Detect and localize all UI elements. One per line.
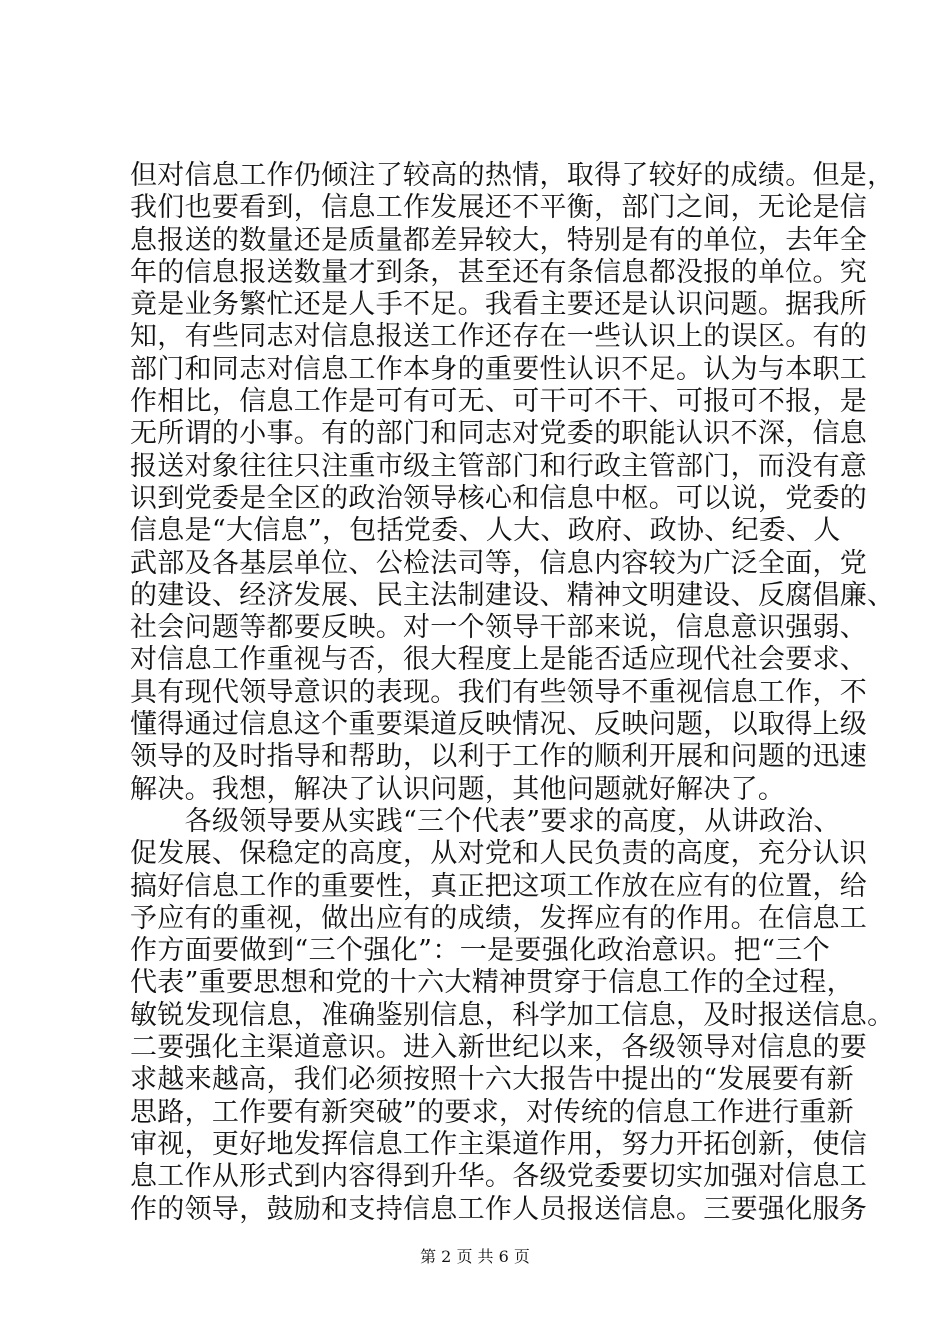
- text-line: 武部及各基层单位、公检法司等，信息内容较为广泛全面，党: [130, 547, 868, 579]
- text-line: 解决。我想，解决了认识问题，其他问题就好解决了。: [130, 773, 786, 805]
- text-line: 作方面要做到“三个强化”：一是要强化政治意识。把“三个: [130, 935, 830, 967]
- text-line: 作相比，信息工作是可有可无、可干可不干、可报可不报，是: [130, 386, 868, 418]
- text-line: 息工作从形式到内容得到升华。各级党委要切实加强对信息工: [130, 1161, 868, 1193]
- text-line: 无所谓的小事。有的部门和同志对党委的职能认识不深，信息: [130, 418, 868, 450]
- text-line: 促发展、保稳定的高度，从对党和人民负责的高度，充分认识: [130, 838, 868, 870]
- text-line: 年的信息报送数量才到条，甚至还有条信息都没报的单位。究: [130, 256, 868, 288]
- text-line: 知，有些同志对信息报送工作还存在一些认识上的误区。有的: [130, 321, 868, 353]
- text-line: 二要强化主渠道意识。进入新世纪以来，各级领导对信息的要: [130, 1032, 868, 1064]
- text-line: 的建设、经济发展、民主法制建设、精神文明建设、反腐倡廉、: [130, 579, 895, 611]
- text-line: 领导的及时指导和帮助，以利于工作的顺利开展和问题的迅速: [130, 741, 868, 773]
- text-line: 审视，更好地发挥信息工作主渠道作用，努力开拓创新，使信: [130, 1128, 868, 1160]
- text-line: 息报送的数量还是质量都差异较大，特别是有的单位，去年全: [130, 224, 868, 256]
- text-line: 求越来越高，我们必须按照十六大报告中提出的“发展要有新: [130, 1064, 854, 1096]
- body-text: [130, 160, 895, 1226]
- text-line: 部门和同志对信息工作本身的重要性认识不足。认为与本职工: [130, 353, 868, 385]
- text-line: 代表”重要思想和党的十六大精神贯穿于信息工作的全过程，: [130, 967, 854, 999]
- text-line: 思路，工作要有新突破”的要求，对传统的信息工作进行重新: [130, 1096, 854, 1128]
- text-line: 予应有的重视，做出应有的成绩，发挥应有的作用。在信息工: [130, 902, 868, 934]
- text-line: 搞好信息工作的重要性，真正把这项工作放在应有的位置，给: [130, 870, 868, 902]
- text-line: 识到党委是全区的政治领导核心和信息中枢。可以说，党委的: [130, 482, 868, 514]
- text-line: 对信息工作重视与否，很大程度上是能否适应现代社会要求、: [130, 644, 868, 676]
- text-line: 敏锐发现信息，准确鉴别信息，科学加工信息，及时报送信息。: [130, 999, 895, 1031]
- text-line: 但对信息工作仍倾注了较高的热情，取得了较好的成绩。但是，: [130, 160, 895, 191]
- text-line: 作的领导，鼓励和支持信息工作人员报送信息。三要强化服务: [130, 1193, 868, 1225]
- text-line: 竟是业务繁忙还是人手不足。我看主要还是认识问题。据我所: [130, 289, 868, 321]
- page-number-footer: 第 2 页 共 6 页: [420, 1247, 530, 1266]
- text-line: 各级领导要从实践“三个代表”要求的高度，从讲政治、: [130, 805, 841, 837]
- text-line: 懂得通过信息这个重要渠道反映情况、反映问题，以取得上级: [130, 709, 868, 741]
- text-line: 社会问题等都要反映。对一个领导干部来说，信息意识强弱、: [130, 612, 868, 644]
- text-line: 报送对象往往只注重市级主管部门和行政主管部门，而没有意: [130, 450, 868, 482]
- text-line: 信息是“大信息”，包括党委、人大、政府、政协、纪委、人: [130, 515, 841, 547]
- text-line: 我们也要看到，信息工作发展还不平衡，部门之间，无论是信: [130, 192, 868, 224]
- text-line: 具有现代领导意识的表现。我们有些领导不重视信息工作，不: [130, 676, 868, 708]
